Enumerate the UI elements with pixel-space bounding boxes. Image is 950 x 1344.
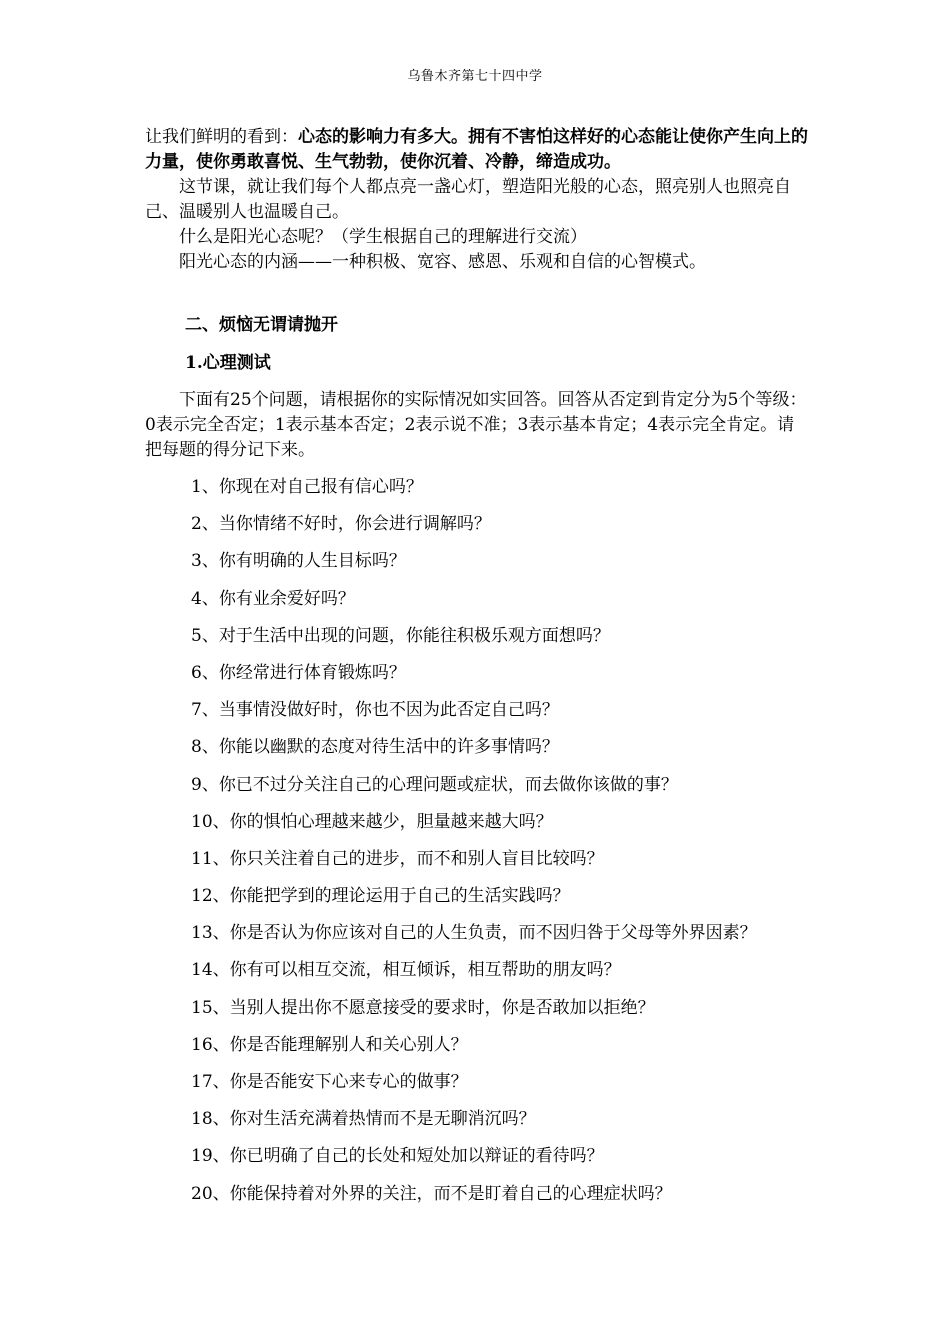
test-instructions: 下面有25个问题，请根据你的实际情况如实回答。回答从否定到肯定分为5个等级：0表示完全否定；1表示基本否定；2表示说不准；3表示基本肯定；4表示完全肯定。请把每题的得分记下来。 [145,390,807,460]
paragraph-question: 什么是阳光心态呢？（学生根据自己的理解进行交流） [179,227,587,247]
paragraph-lesson: 这节课，就让我们每个人都点亮一盏心灯，塑造阳光般的心态，照亮别人也照亮自己、温暖别人也温暖自己。 [145,177,791,222]
question-item: 5、对于生活中出现的问题，你能往积极乐观方面想吗？ [191,625,610,646]
question-item: 18、你对生活充满着热情而不是无聊消沉吗？ [191,1109,536,1130]
question-item: 15、当别人提出你不愿意接受的要求时，你是否敢加以拒绝？ [191,997,655,1018]
question-item: 10、你的惧怕心理越来越少，胆量越来越大吗？ [191,811,553,832]
paragraph-impact-lead: 让我们鲜明的看到： [145,127,298,147]
question-item: 8、你能以幽默的态度对待生活中的许多事情吗？ [191,737,559,758]
question-item: 16、你是否能理解别人和关心别人？ [191,1034,468,1055]
question-item: 6、你经常进行体育锻炼吗？ [191,662,406,683]
paragraph-impact [145,125,810,175]
section-subtitle: 1.心理测试 [185,353,271,373]
question-item: 2、当你情绪不好时，你会进行调解吗？ [191,514,491,535]
question-item: 9、你已不过分关注自己的心理问题或症状，而去做你该做的事？ [191,774,678,795]
question-item: 19、你已明确了自己的长处和短处加以辩证的看待吗？ [191,1146,604,1167]
question-item: 14、你有可以相互交流，相互倾诉，相互帮助的朋友吗？ [191,960,621,981]
paragraph-definition: 阳光心态的内涵——一种积极、宽容、感恩、乐观和自信的心智模式。 [179,252,706,272]
question-item: 11、你只关注着自己的进步，而不和别人盲目比较吗？ [191,848,604,869]
question-item: 17、你是否能安下心来专心的做事？ [191,1072,468,1092]
question-item: 13、你是否认为你应该对自己的人生负责，而不因归咎于父母等外界因素？ [191,923,757,944]
header-rule [143,92,807,93]
question-item: 3、你有明确的人生目标吗？ [191,551,406,572]
question-item: 4、你有业余爱好吗？ [191,588,355,609]
question-list [145,475,810,1219]
paragraph-impact-bold: 心态的影响力有多大。拥有不害怕这样好的心态能让使你产生向上的力量，使你勇敢喜悦、生气勃勃，使你沉着、冷静，缔造成功。 [145,127,808,172]
question-item: 1、你现在对自己报有信心吗？ [191,477,423,497]
section-title: 二、烦恼无谓请抛开 [185,315,338,335]
page-header: 乌鲁木齐第七十四中学 [407,69,543,84]
question-item: 12、你能把学到的理论运用于自己的生活实践吗？ [191,886,570,907]
question-item: 20、你能保持着对外界的关注，而不是盯着自己的心理症状吗？ [191,1183,672,1204]
document-body [145,125,810,1219]
question-item: 7、当事情没做好时，你也不因为此否定自己吗？ [191,700,559,721]
